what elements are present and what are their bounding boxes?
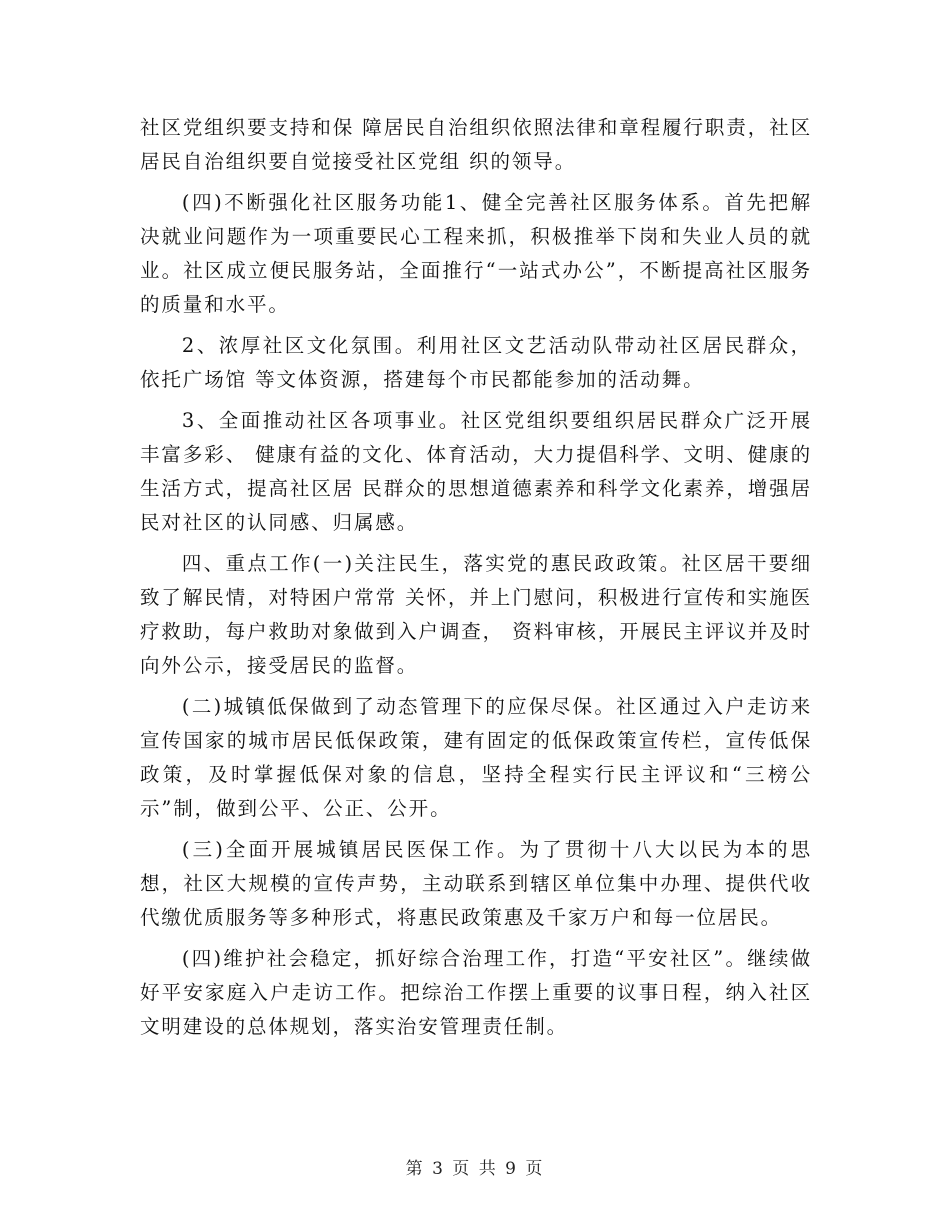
paragraph-community-affairs: 3、全面推动社区各项事业。社区党组织要组织居民群众广泛开展丰富多彩、 健康有益的文化、体育活动，大力提倡科学、文明、健康的生活方式，提高社区居 民群众的思想道德素养和科学文化素养，增强居民对社区的认同感、归属感。: [140, 409, 812, 534]
paragraph-community-service: (四)不断强化社区服务功能1、健全完善社区服务体系。首先把解决就业问题作为一项重要民心工程来抓，积极推举下岗和失业人员的就业。社区成立便民服务站，全面推行“一站式办公”，不断提高社区服务的质量和水平。: [140, 191, 812, 316]
paragraph-medical-insurance: (三)全面开展城镇居民医保工作。为了贯彻十八大以民为本的思想，社区大规模的宣传声势，主动联系到辖区单位集中办理、提供代收代缴优质服务等多种形式，将惠民政策惠及千家万户和每一位居民。: [140, 838, 812, 929]
paragraph-culture: 2、浓厚社区文化氛围。利用社区文艺活动队带动社区居民群众，依托广场馆 等文体资源，搭建每个市民都能参加的活动舞。: [140, 334, 812, 391]
paragraph-key-work: 四、重点工作(一)关注民生，落实党的惠民政政策。社区居干要细致了解民情，对特困户常常 关怀，并上门慰问，积极进行宣传和实施医疗救助，每户救助对象做到入户调查， 资料审核，开展民主评议并及时向外公示，接受居民的监督。: [140, 552, 812, 677]
paragraph-social-stability: (四)维护社会稳定，抓好综合治理工作，打造“平安社区”。继续做好平安家庭入户走访工作。把综治工作摆上重要的议事日程，纳入社区文明建设的总体规划，落实治安管理责任制。: [140, 947, 812, 1038]
document-body: [140, 111, 812, 1051]
page-footer: 第 3 页 共 9 页: [405, 1159, 545, 1179]
paragraph-continuation: 社区党组织要支持和保 障居民自治组织依照法律和章程履行职责，社区居民自治组织要自觉接受社区党组 织的领导。: [140, 116, 812, 173]
paragraph-minimum-living: (二)城镇低保做到了动态管理下的应保尽保。社区通过入户走访来宣传国家的城市居民低保政策，建有固定的低保政策宣传栏，宣传低保政策，及时掌握低保对象的信息，坚持全程实行民主评议和“三榜公示”制，做到公平、公正、公开。: [140, 695, 812, 820]
